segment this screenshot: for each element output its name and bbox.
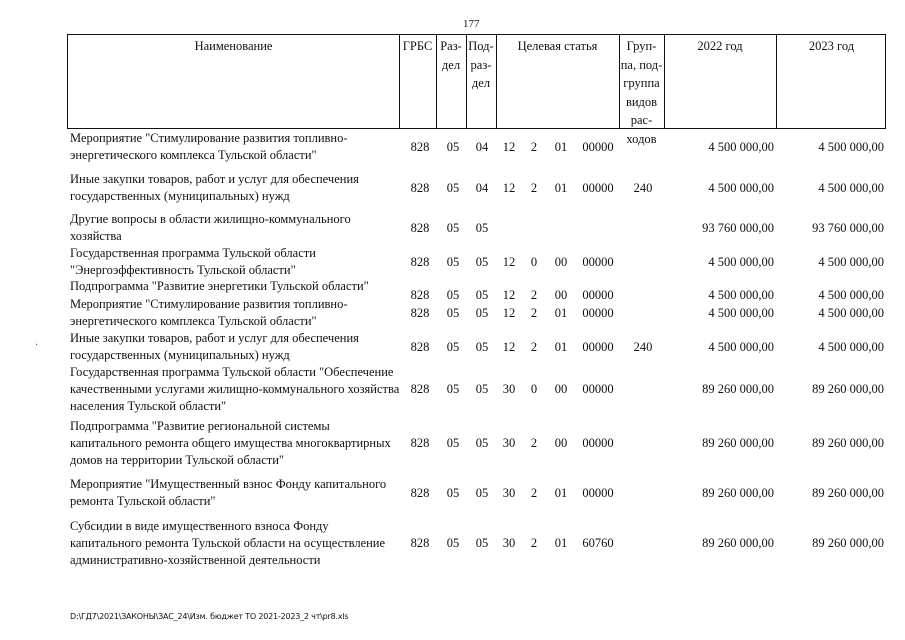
cell-t3: 01 — [554, 340, 568, 354]
cell-t1: 12 — [502, 288, 516, 302]
cell-t3: 00 — [554, 436, 568, 450]
header-razdel: Раз- дел — [440, 39, 462, 72]
cell-t3: 01 — [554, 181, 568, 195]
cell-t3: 01 — [554, 140, 568, 154]
row-name: Иные закупки товаров, работ и услуг для обеспечения государственных (муниципальных) нужд — [70, 331, 359, 362]
cell-t2: 2 — [530, 181, 538, 195]
header-2023: 2023 год — [808, 39, 855, 53]
cell-rz: 05 — [446, 306, 460, 320]
cell-t4: 00000 — [582, 306, 614, 320]
cell-t3: 00 — [554, 255, 568, 269]
cell-y2023: 89 260 000,00 — [812, 486, 884, 500]
cell-rz: 05 — [446, 382, 460, 396]
row-name: Подпрограмма "Развитие энергетики Тульской области" — [70, 279, 369, 293]
cell-grbs: 828 — [410, 255, 430, 269]
cell-grbs: 828 — [410, 181, 430, 195]
row-name: Государственная программа Тульской области "Энергоэффективность Тульской области" — [70, 246, 316, 277]
cell-t3: 01 — [554, 486, 568, 500]
cell-y2023: 4 500 000,00 — [818, 288, 884, 302]
cell-t1: 30 — [502, 486, 516, 500]
cell-t2: 2 — [530, 340, 538, 354]
cell-pr: 04 — [475, 181, 489, 195]
cell-grbs: 828 — [410, 436, 430, 450]
cell-rz: 05 — [446, 255, 460, 269]
cell-y2022: 89 260 000,00 — [702, 382, 774, 396]
cell-y2023: 89 260 000,00 — [812, 436, 884, 450]
cell-vr: 240 — [633, 340, 653, 354]
cell-t2: 0 — [530, 382, 538, 396]
cell-y2022: 4 500 000,00 — [708, 255, 774, 269]
cell-rz: 05 — [446, 536, 460, 550]
file-path-footer: D:\ГД7\2021\ЗАКОНЫ\ЗАС_24\Изм. бюджет ТО 2021-2023_2 чт\pr8.xls — [70, 612, 349, 621]
cell-y2022: 89 260 000,00 — [702, 436, 774, 450]
cell-t4: 00000 — [582, 486, 614, 500]
cell-t1: 30 — [502, 536, 516, 550]
row-name: Подпрограмма "Развитие региональной системы капитального ремонта общего имущества многоквартирных домов на территории Тульской области" — [70, 419, 391, 467]
cell-pr: 05 — [475, 221, 489, 235]
cell-t1: 12 — [502, 255, 516, 269]
cell-t1: 12 — [502, 306, 516, 320]
cell-y2023: 4 500 000,00 — [818, 306, 884, 320]
cell-t3: 01 — [554, 536, 568, 550]
cell-y2022: 4 500 000,00 — [708, 140, 774, 154]
header-2022: 2022 год — [697, 39, 743, 53]
cell-rz: 05 — [446, 340, 460, 354]
cell-y2022: 4 500 000,00 — [708, 288, 774, 302]
cell-pr: 05 — [475, 288, 489, 302]
cell-y2023: 89 260 000,00 — [812, 382, 884, 396]
cell-pr: 05 — [475, 486, 489, 500]
cell-grbs: 828 — [410, 486, 430, 500]
header-name: Наименование — [194, 39, 273, 53]
header-target-article: Целевая статья — [517, 39, 598, 53]
cell-pr: 05 — [475, 340, 489, 354]
row-name: Мероприятие "Стимулирование развития топливно-энергетического комплекса Тульской области" — [70, 297, 348, 328]
cell-t2: 2 — [530, 140, 538, 154]
page-number: 177 — [463, 18, 480, 30]
cell-t4: 00000 — [582, 140, 614, 154]
cell-rz: 05 — [446, 486, 460, 500]
cell-pr: 04 — [475, 140, 489, 154]
cell-t2: 2 — [530, 436, 538, 450]
cell-t2: 2 — [530, 306, 538, 320]
cell-t1: 30 — [502, 382, 516, 396]
cell-y2023: 89 260 000,00 — [812, 536, 884, 550]
cell-rz: 05 — [446, 140, 460, 154]
cell-y2023: 4 500 000,00 — [818, 140, 884, 154]
row-name: Субсидии в виде имущественного взноса Фонду капитального ремонта Тульской области на осуществление административно-хозяйственной деятельности — [70, 519, 386, 567]
cell-rz: 05 — [446, 221, 460, 235]
row-name: Мероприятие "Имущественный взнос Фонду капитального ремонта Тульской области" — [70, 477, 387, 508]
cell-y2023: 4 500 000,00 — [818, 255, 884, 269]
cell-t1: 12 — [502, 140, 516, 154]
cell-t4: 00000 — [582, 382, 614, 396]
table-header — [67, 34, 886, 146]
cell-t4: 00000 — [582, 181, 614, 195]
cell-rz: 05 — [446, 288, 460, 302]
cell-grbs: 828 — [410, 536, 430, 550]
cell-grbs: 828 — [410, 140, 430, 154]
cell-t3: 01 — [554, 306, 568, 320]
cell-t2: 2 — [530, 288, 538, 302]
row-name: Иные закупки товаров, работ и услуг для обеспечения государственных (муниципальных) нужд — [70, 172, 359, 203]
header-grbs: ГРБС — [402, 39, 433, 53]
cell-y2023: 4 500 000,00 — [818, 340, 884, 354]
cell-y2022: 4 500 000,00 — [708, 181, 774, 195]
cell-t4: 00000 — [582, 255, 614, 269]
cell-pr: 05 — [475, 536, 489, 550]
cell-pr: 05 — [475, 382, 489, 396]
cell-t4: 00000 — [582, 340, 614, 354]
cell-t3: 00 — [554, 382, 568, 396]
cell-t3: 00 — [554, 288, 568, 302]
cell-t2: 0 — [530, 255, 538, 269]
cell-rz: 05 — [446, 181, 460, 195]
cell-t1: 30 — [502, 436, 516, 450]
cell-t4: 60760 — [582, 536, 614, 550]
cell-t2: 2 — [530, 536, 538, 550]
cell-t1: 12 — [502, 181, 516, 195]
cell-y2022: 4 500 000,00 — [708, 306, 774, 320]
cell-pr: 05 — [475, 436, 489, 450]
cell-grbs: 828 — [410, 340, 430, 354]
cell-rz: 05 — [446, 436, 460, 450]
cell-y2022: 89 260 000,00 — [702, 536, 774, 550]
row-name: Государственная программа Тульской области "Обеспечение качественными услугами жилищно-коммунального хозяйства населения Тульской области" — [70, 365, 400, 413]
row-name: Мероприятие "Стимулирование развития топливно-энергетического комплекса Тульской области" — [70, 131, 348, 162]
row-name: Другие вопросы в области жилищно-коммунального хозяйства — [70, 212, 351, 243]
cell-grbs: 828 — [410, 382, 430, 396]
cell-y2022: 4 500 000,00 — [708, 340, 774, 354]
cell-t4: 00000 — [582, 436, 614, 450]
cell-y2023: 93 760 000,00 — [812, 221, 884, 235]
cell-t4: 00000 — [582, 288, 614, 302]
header-podrazdel: Под- раз- дел — [468, 39, 494, 90]
cell-grbs: 828 — [410, 288, 430, 302]
cell-pr: 05 — [475, 255, 489, 269]
scan-mark: · — [35, 340, 39, 351]
cell-grbs: 828 — [410, 306, 430, 320]
cell-t2: 2 — [530, 486, 538, 500]
cell-grbs: 828 — [410, 221, 430, 235]
cell-y2022: 93 760 000,00 — [702, 221, 774, 235]
cell-y2023: 4 500 000,00 — [818, 181, 884, 195]
cell-t1: 12 — [502, 340, 516, 354]
header-expense-group: Груп- па, под- группа видов рас- ходов — [620, 39, 663, 146]
cell-pr: 05 — [475, 306, 489, 320]
cell-y2022: 89 260 000,00 — [702, 486, 774, 500]
cell-vr: 240 — [633, 181, 653, 195]
